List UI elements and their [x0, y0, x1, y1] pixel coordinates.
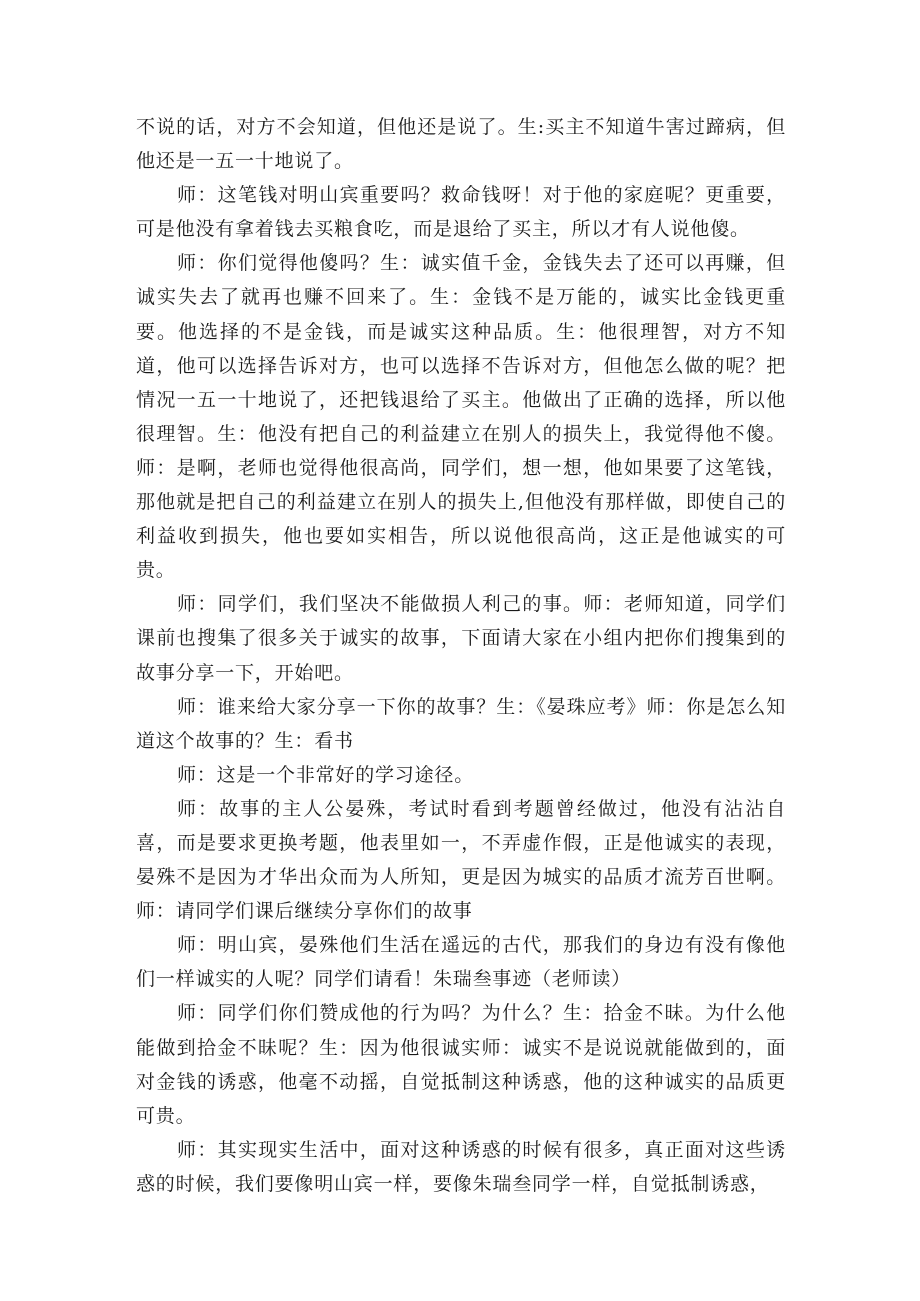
paragraph: 师：谁来给大家分享一下你的故事？生：《晏珠应考》师：你是怎么知道这个故事的？生：看书: [136, 695, 786, 752]
document-body: [136, 110, 786, 1201]
paragraph: 师：这笔钱对明山宾重要吗？救命钱呀！对于他的家庭呢？更重要，可是他没有拿着钱去买粮食吃，而是退给了买主，所以才有人说他傻。: [136, 184, 786, 241]
paragraph: 师：同学们，我们坚决不能做损人利己的事。师：老师知道，同学们课前也搜集了很多关于诚实的故事，下面请大家在小组内把你们搜集到的故事分享一下，开始吧。: [136, 593, 786, 684]
paragraph: 不说的话，对方不会知道，但他还是说了。生:买主不知道牛害过蹄病，但他还是一五一十地说了。: [136, 116, 786, 173]
paragraph: 师：这是一个非常好的学习途径。: [177, 763, 475, 786]
paragraph: 师：你们觉得他傻吗？生：诚实值千金，金钱失去了还可以再赚，但诚实失去了就再也赚不回来了。生：金钱不是万能的，诚实比金钱更重要。他选择的不是金钱，而是诚实这种品质。生：他很理智，对方不知道，他可以选择告诉对方，也可以选择不告诉对方，但他怎么做的呢？把情况一五一十地说了，还把钱退给了买主。他做出了正确的选择，所以他很理智。生：他没有把自己的利益建立在别人的损失上，我觉得他不傻。师：是啊，老师也觉得他很高尚，同学们，想一想，他如果要了这笔钱，那他就是把自己的利益建立在别人的损失上,但他没有那样做，即使自己的利益收到损失，他也要如实相告，所以说他很高尚，这正是他诚实的可贵。: [136, 252, 786, 582]
paragraph: 师：同学们你们赞成他的行为吗？为什么？生：拾金不昧。为什么他能做到拾金不昧呢？生：因为他很诚实师：诚实不是说说就能做到的，面对金钱的诱惑，他毫不动摇，自觉抵制这种诱惑，他的这种诚实的品质更可贵。: [136, 1002, 786, 1127]
paragraph: 师：明山宾，晏殊他们生活在遥远的古代，那我们的身边有没有像他们一样诚实的人呢？同学们请看！朱瑞叁事迹（老师读）: [136, 934, 786, 991]
paragraph: 师：故事的主人公晏殊，考试时看到考题曾经做过，他没有沾沾自喜，而是要求更换考题，他表里如一，不弄虚作假，正是他诚实的表现，晏殊不是因为才华出众而为人所知，更是因为城实的品质才流芳百世啊。师：请同学们课后继续分享你们的故事: [136, 797, 786, 923]
paragraph: 师：其实现实生活中，面对这种诱惑的时候有很多，真正面对这些诱惑的时候，我们要像明山宾一样，要像朱瑞叁同学一样，自觉抵制诱惑，: [136, 1138, 786, 1195]
